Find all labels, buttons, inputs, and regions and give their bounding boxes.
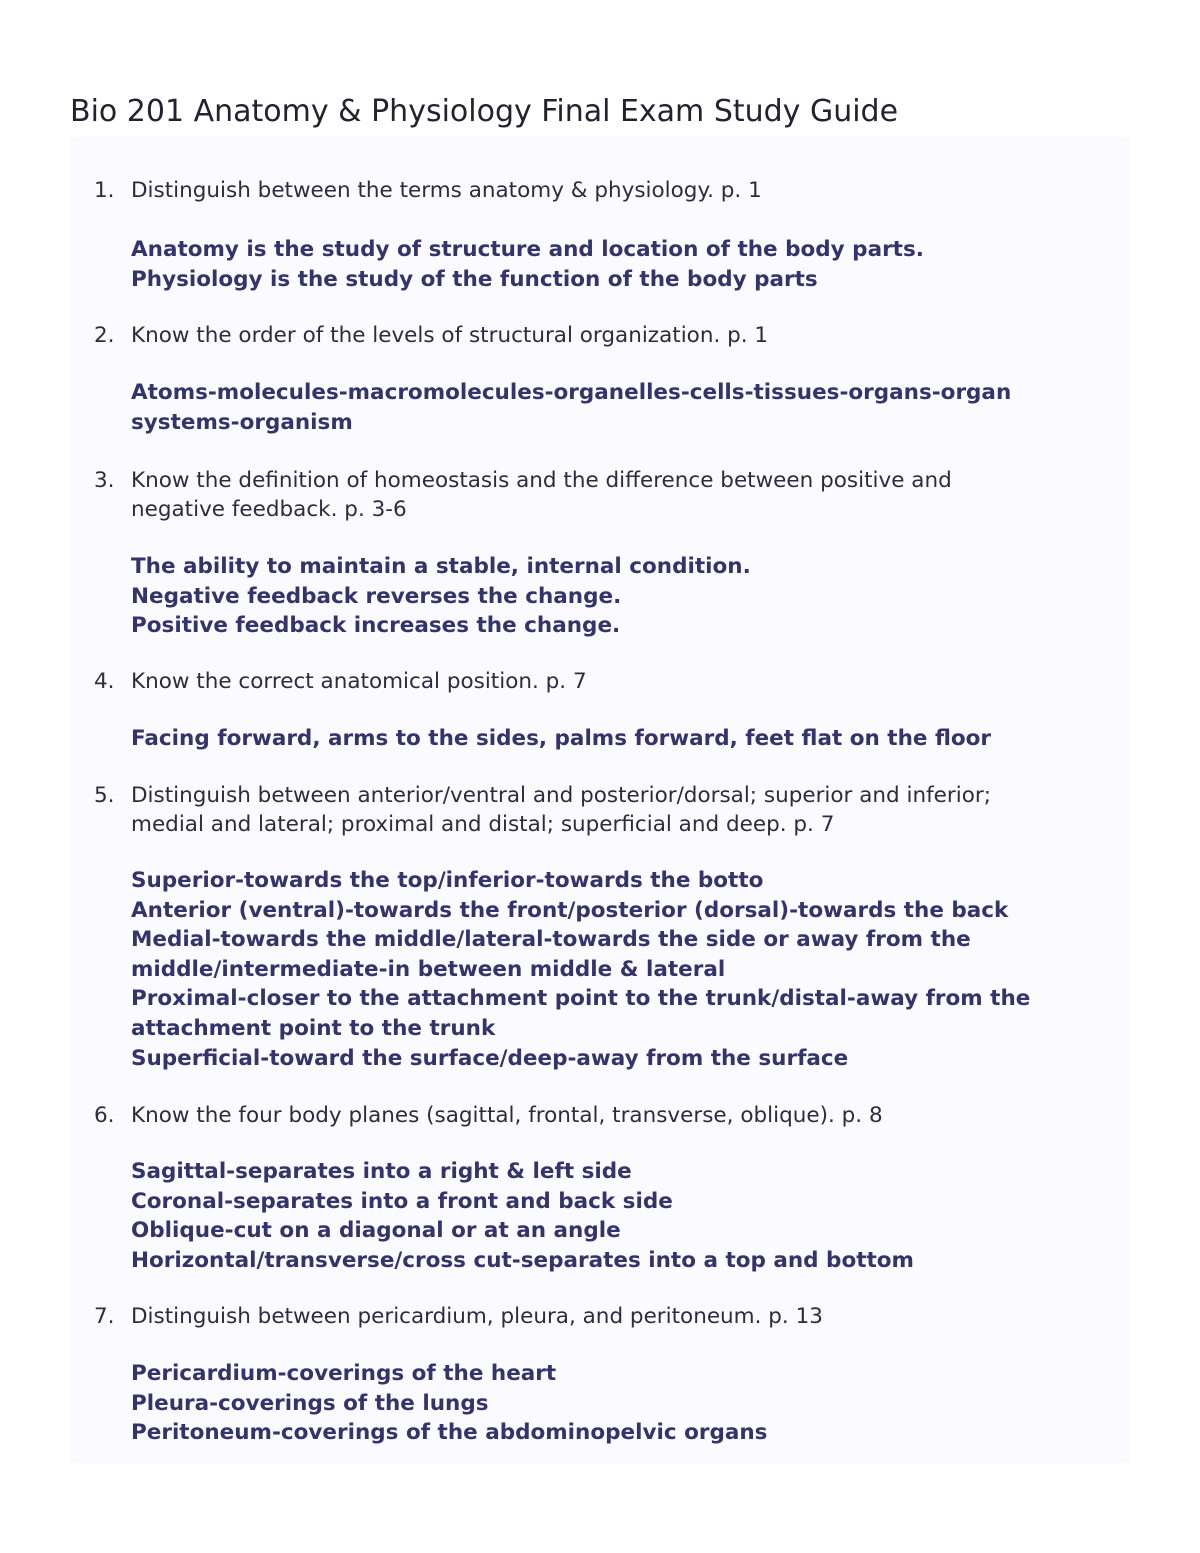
answer-line: Medial-towards the middle/lateral-towards the side or away from the xyxy=(131,927,971,953)
item-answers xyxy=(131,1359,1131,1448)
item-number: 5. xyxy=(94,783,115,808)
answer-line: Proximal-closer to the attachment point to the trunk/distal-away from the xyxy=(131,986,1031,1012)
item-answers xyxy=(131,724,1131,754)
question-line: Know the four body planes (sagittal, frontal, transverse, oblique). p. 8 xyxy=(131,1103,883,1128)
item-number: 6. xyxy=(94,1103,115,1128)
item-question xyxy=(131,781,1111,839)
item-answers xyxy=(131,866,1131,1073)
page-title: Bio 201 Anatomy & Physiology Final Exam Study Guide xyxy=(70,94,899,129)
answer-line: Anterior (ventral)-towards the front/posterior (dorsal)-towards the back xyxy=(131,897,1009,923)
question-line: medial and lateral; proximal and distal; superficial and deep. p. 7 xyxy=(131,812,835,837)
question-line: Know the order of the levels of structural organization. p. 1 xyxy=(131,323,769,348)
answer-line: Oblique-cut on a diagonal or at an angle xyxy=(131,1218,621,1244)
question-line: Distinguish between the terms anatomy & physiology. p. 1 xyxy=(131,178,762,203)
item-question xyxy=(131,1302,1111,1331)
answer-line: Atoms-molecules-macromolecules-organelles-cells-tissues-organs-organ xyxy=(131,380,1012,405)
answer-line: Coronal-separates into a front and back side xyxy=(131,1188,673,1214)
item-question xyxy=(131,667,1111,696)
item-answers xyxy=(131,378,1131,437)
answer-line: Positive feedback increases the change. xyxy=(131,613,621,639)
answer-line: Sagittal-separates into a right & left side xyxy=(131,1159,632,1184)
answer-line: Horizontal/transverse/cross cut-separates into a top and bottom xyxy=(131,1247,914,1273)
item-number: 4. xyxy=(94,669,115,694)
item-question xyxy=(131,1101,1111,1130)
answer-line: The ability to maintain a stable, internal condition. xyxy=(131,554,751,579)
question-line: Distinguish between anterior/ventral and posterior/dorsal; superior and inferior; xyxy=(131,783,991,808)
item-answers xyxy=(131,1157,1131,1275)
answer-line: Superior-towards the top/inferior-towards the botto xyxy=(131,868,764,893)
answer-line: Peritoneum-coverings of the abdominopelvic organs xyxy=(131,1420,768,1446)
item-question xyxy=(131,321,1111,350)
answer-line: Pleura-coverings of the lungs xyxy=(131,1390,489,1416)
answer-line: Negative feedback reverses the change. xyxy=(131,583,622,609)
answer-line: Physiology is the study of the function of the body parts xyxy=(131,266,818,292)
answer-line: Superficial-toward the surface/deep-away from the surface xyxy=(131,1045,849,1071)
item-number: 7. xyxy=(94,1304,115,1329)
question-line: Know the definition of homeostasis and the difference between positive and xyxy=(131,468,952,493)
answer-line: attachment point to the trunk xyxy=(131,1015,496,1041)
question-line: Distinguish between pericardium, pleura, and peritoneum. p. 13 xyxy=(131,1304,823,1329)
item-question xyxy=(131,466,1111,524)
item-number: 2. xyxy=(94,323,115,348)
question-line: Know the correct anatomical position. p. 7 xyxy=(131,669,587,694)
item-answers xyxy=(131,235,1131,294)
answer-line: Anatomy is the study of structure and location of the body parts. xyxy=(131,237,924,262)
answer-line: systems-organism xyxy=(131,409,353,435)
item-number: 3. xyxy=(94,468,115,493)
answer-line: Facing forward, arms to the sides, palms forward, feet flat on the floor xyxy=(131,726,992,751)
question-line: negative feedback. p. 3-6 xyxy=(131,497,407,522)
answer-line: middle/intermediate-in between middle & lateral xyxy=(131,956,726,982)
item-number: 1. xyxy=(94,178,115,203)
item-question xyxy=(131,176,1111,205)
item-answers xyxy=(131,552,1131,641)
answer-line: Pericardium-coverings of the heart xyxy=(131,1361,557,1386)
